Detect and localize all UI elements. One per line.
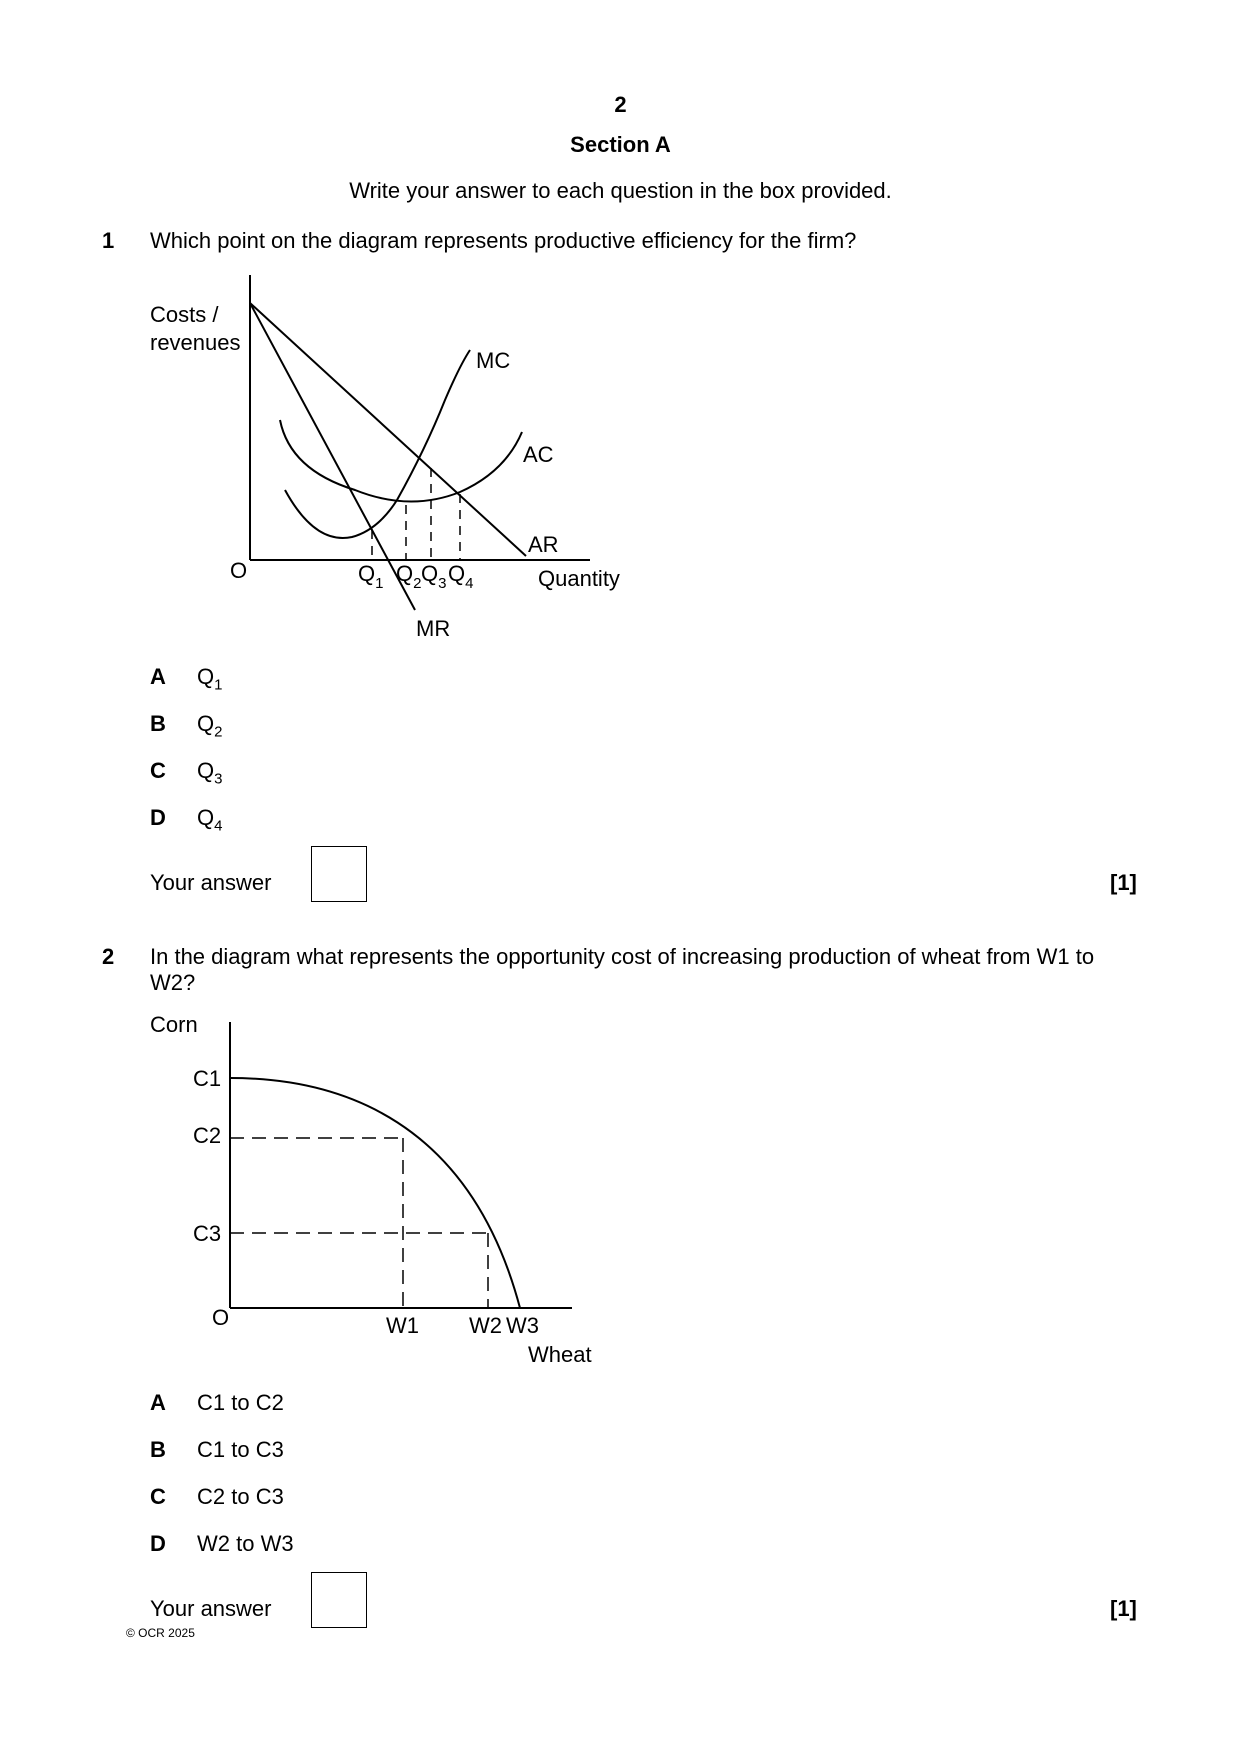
y-axis-label-line1: Costs /	[150, 302, 219, 327]
w1-label: W1	[386, 1313, 419, 1338]
section-title: Section A	[570, 132, 671, 157]
q1-marks: [1]	[1110, 870, 1137, 895]
mr-label: MR	[416, 616, 451, 641]
q1-option-d-text: $Q_4$	[197, 805, 223, 835]
q2-option-a-text: C1 to C2	[197, 1390, 284, 1415]
q1-answer-label: Your answer	[150, 870, 272, 895]
q1-label: $Q_1$	[358, 561, 384, 592]
question-2-number: 2	[102, 944, 115, 969]
copyright-notice: © OCR 2025	[126, 1626, 195, 1640]
q4-label: $Q_4$	[448, 561, 474, 592]
question-2-text: In the diagram what represents the opportunity cost of increasing production of wheat from W1 to W2?	[150, 944, 1095, 995]
ac-label: AC	[523, 442, 554, 467]
q2-option-b-text: C1 to C3	[197, 1437, 284, 1462]
page-number: 2	[614, 92, 627, 117]
question-1-text: Which point on the diagram represents productive efficiency for the firm?	[150, 228, 857, 253]
origin-label: O	[212, 1305, 230, 1330]
q2-label: $Q_2$	[396, 561, 422, 592]
q1-option-a-letter: A	[150, 664, 166, 689]
y-axis-label: Corn	[150, 1012, 198, 1037]
instruction-text: Write your answer to each question in the box provided.	[349, 178, 892, 203]
y-axis-label-line2: revenues	[150, 330, 241, 355]
mc-label: MC	[476, 348, 511, 373]
ar-label: AR	[528, 532, 559, 557]
c1-label: C1	[193, 1066, 222, 1091]
ppf-curve	[230, 1078, 520, 1308]
q2-marks: [1]	[1110, 1596, 1137, 1621]
question-1-number: 1	[102, 228, 115, 253]
w3-label: W3	[506, 1313, 539, 1338]
q1-option-c-letter: C	[150, 758, 166, 783]
q2-option-b-letter: B	[150, 1437, 166, 1462]
w2-label: W2	[469, 1313, 502, 1338]
c3-label: C3	[193, 1221, 222, 1246]
q1-option-c-text: $Q_3$	[197, 758, 223, 788]
q1-option-b-text: $Q_2$	[197, 711, 223, 741]
x-axis-label: Wheat	[528, 1342, 592, 1367]
q2-option-d-letter: D	[150, 1531, 166, 1556]
x-axis-label: Quantity	[538, 566, 620, 591]
q2-option-c-text: C2 to C3	[197, 1484, 284, 1509]
q2-option-d-text: W2 to W3	[197, 1531, 294, 1556]
q2-answer-box[interactable]	[311, 1572, 367, 1628]
origin-label: O	[230, 558, 248, 583]
q1-option-d-letter: D	[150, 805, 166, 830]
q1-option-b-letter: B	[150, 711, 166, 736]
q2-answer-label: Your answer	[150, 1596, 272, 1621]
q2-option-c-letter: C	[150, 1484, 166, 1509]
q2-option-a-letter: A	[150, 1390, 166, 1415]
c2-label: C2	[193, 1123, 222, 1148]
q1-option-a-text: $Q_1$	[197, 664, 223, 694]
q3-label: $Q_3$	[421, 561, 447, 592]
